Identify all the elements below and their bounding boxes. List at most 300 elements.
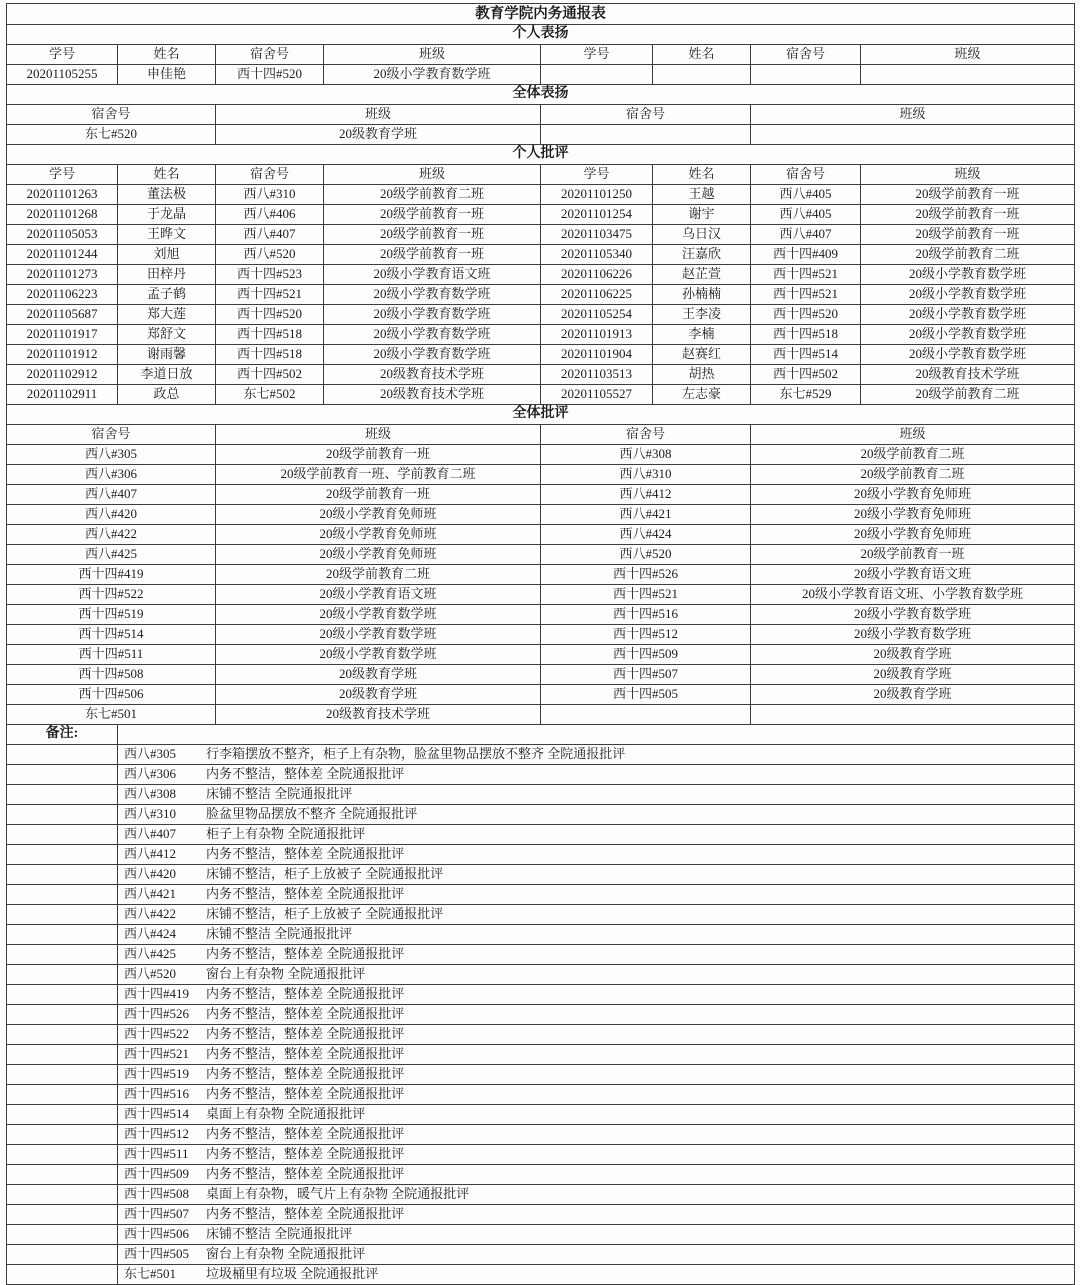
remark-row-spacer xyxy=(7,985,118,1005)
student-id-cell: 20201101254 xyxy=(541,205,653,225)
class-cell: 20级学前教育二班 xyxy=(861,385,1075,405)
table-row xyxy=(7,885,1075,905)
remark-dorm: 东七#501 xyxy=(124,1266,177,1282)
dorm-cell: 西八#520 xyxy=(216,245,324,265)
remark-row-spacer xyxy=(7,965,118,985)
remark-dorm: 西八#412 xyxy=(124,846,177,862)
class-cell: 20级教育学班 xyxy=(216,685,541,705)
remark-dorm: 西八#421 xyxy=(124,886,177,902)
remark-row-spacer xyxy=(7,905,118,925)
student-id-cell: 20201101917 xyxy=(7,325,118,345)
table-row xyxy=(7,165,1075,185)
table-row xyxy=(7,465,1075,485)
remark-content-cell xyxy=(118,765,1075,785)
remark-content-cell xyxy=(118,785,1075,805)
remark-dorm: 西十四#522 xyxy=(124,1026,190,1042)
table-row xyxy=(7,185,1075,205)
dorm-cell: 西十四#518 xyxy=(216,345,324,365)
remark-row-spacer xyxy=(7,925,118,945)
class-cell: 20级小学教育语文班 xyxy=(324,265,541,285)
name-cell: 申佳艳 xyxy=(118,65,216,85)
remarks-label: 备注: xyxy=(7,725,118,745)
class-cell: 20级学前教育一班 xyxy=(861,185,1075,205)
remark-row-spacer xyxy=(7,825,118,845)
dorm-cell: 西八#405 xyxy=(751,205,861,225)
table-row xyxy=(7,1085,1075,1105)
remark-note: 床铺不整洁，柜子上放被子 全院通报批评 xyxy=(206,866,444,882)
table-row xyxy=(7,425,1075,445)
table-row xyxy=(7,325,1075,345)
dorm-cell: 西十四#521 xyxy=(751,285,861,305)
dorm-cell: 西十四#409 xyxy=(751,245,861,265)
table-row xyxy=(7,545,1075,565)
column-header: 宿舍号 xyxy=(216,45,324,65)
class-cell: 20级小学教育数学班 xyxy=(324,285,541,305)
remark-dorm: 西八#520 xyxy=(124,966,177,982)
class-cell: 20级小学教育数学班 xyxy=(216,645,541,665)
remark-content-cell xyxy=(118,845,1075,865)
table-row xyxy=(7,345,1075,365)
dorm-cell: 西十四#508 xyxy=(7,665,216,685)
section-heading-group-criticism: 全体批评 xyxy=(7,405,1075,425)
table-row xyxy=(7,945,1075,965)
table-row xyxy=(7,625,1075,645)
table-row xyxy=(7,985,1075,1005)
dorm-cell: 西八#310 xyxy=(216,185,324,205)
remark-row-spacer xyxy=(7,885,118,905)
remark-note: 床铺不整洁 全院通报批评 xyxy=(206,1226,353,1242)
column-header: 班级 xyxy=(861,165,1075,185)
dorm-cell: 西十四#505 xyxy=(541,685,751,705)
remark-row-spacer xyxy=(7,765,118,785)
name-cell: 王晔文 xyxy=(118,225,216,245)
class-cell: 20级教育学班 xyxy=(216,125,541,145)
remark-row-spacer xyxy=(7,1145,118,1165)
remark-note: 桌面上有杂物 全院通报批评 xyxy=(206,1106,366,1122)
remark-note: 内务不整洁，整体差 全院通报批评 xyxy=(206,1006,405,1022)
remark-dorm: 西十四#512 xyxy=(124,1126,190,1142)
dorm-cell xyxy=(751,65,861,85)
dorm-cell: 西十四#512 xyxy=(541,625,751,645)
student-id-cell: 20201105255 xyxy=(7,65,118,85)
remark-dorm: 西八#425 xyxy=(124,946,177,962)
remark-row-spacer xyxy=(7,1265,118,1285)
dorm-cell xyxy=(541,705,751,725)
dorm-cell: 西八#420 xyxy=(7,505,216,525)
student-id-cell: 20201105687 xyxy=(7,305,118,325)
column-header: 宿舍号 xyxy=(541,425,751,445)
dorm-cell: 西十四#518 xyxy=(216,325,324,345)
class-cell: 20级小学教育语文班 xyxy=(216,585,541,605)
name-cell: 赵赛红 xyxy=(653,345,751,365)
remark-dorm: 西八#407 xyxy=(124,826,177,842)
table-row xyxy=(7,965,1075,985)
remark-note: 窗台上有杂物 全院通报批评 xyxy=(206,1246,366,1262)
student-id-cell: 20201101250 xyxy=(541,185,653,205)
name-cell: 胡热 xyxy=(653,365,751,385)
student-id-cell: 20201106226 xyxy=(541,265,653,285)
dorm-cell: 西八#424 xyxy=(541,525,751,545)
table-row xyxy=(7,725,1075,745)
remark-row-spacer xyxy=(7,1085,118,1105)
name-cell: 田梓丹 xyxy=(118,265,216,285)
class-cell xyxy=(861,65,1075,85)
table-row xyxy=(7,685,1075,705)
table-row xyxy=(7,385,1075,405)
class-cell: 20级学前教育二班 xyxy=(216,565,541,585)
name-cell: 孙楠楠 xyxy=(653,285,751,305)
remark-content-cell xyxy=(118,1165,1075,1185)
column-header: 班级 xyxy=(324,45,541,65)
remark-row-spacer xyxy=(7,785,118,805)
dorm-cell: 西十四#502 xyxy=(216,365,324,385)
remark-note: 内务不整洁，整体差 全院通报批评 xyxy=(206,1126,405,1142)
column-header: 班级 xyxy=(216,425,541,445)
class-cell: 20级小学教育免师班 xyxy=(751,525,1075,545)
dorm-cell: 西八#406 xyxy=(216,205,324,225)
remark-dorm: 西八#306 xyxy=(124,766,177,782)
report-sheet xyxy=(6,3,1074,1285)
dorm-cell: 西八#425 xyxy=(7,545,216,565)
remark-note: 行李箱摆放不整齐，柜子上有杂物，脸盆里物品摆放不整齐 全院通报批评 xyxy=(206,746,626,762)
remark-note: 床铺不整洁 全院通报批评 xyxy=(206,786,353,802)
dorm-cell: 西十四#523 xyxy=(216,265,324,285)
table-row xyxy=(7,1245,1075,1265)
remark-dorm: 西八#308 xyxy=(124,786,177,802)
remark-note: 内务不整洁，整体差 全院通报批评 xyxy=(206,1206,405,1222)
table-row xyxy=(7,365,1075,385)
dorm-cell: 西十四#520 xyxy=(216,65,324,85)
table-row xyxy=(7,1005,1075,1025)
column-header: 宿舍号 xyxy=(216,165,324,185)
class-cell: 20级教育学班 xyxy=(751,665,1075,685)
name-cell: 汪嘉欣 xyxy=(653,245,751,265)
remark-dorm: 西十四#526 xyxy=(124,1006,190,1022)
table-row xyxy=(7,1265,1075,1285)
remark-dorm: 西八#305 xyxy=(124,746,177,762)
table-row xyxy=(7,1185,1075,1205)
student-id-cell: 20201103513 xyxy=(541,365,653,385)
class-cell: 20级小学教育数学班 xyxy=(861,265,1075,285)
dorm-cell: 西十四#520 xyxy=(751,305,861,325)
class-cell: 20级小学教育数学班 xyxy=(324,305,541,325)
dorm-cell: 西十四#519 xyxy=(7,605,216,625)
remark-dorm: 西十四#511 xyxy=(124,1146,189,1162)
remark-dorm: 西八#424 xyxy=(124,926,177,942)
table-row xyxy=(7,565,1075,585)
class-cell: 20级学前教育二班 xyxy=(861,245,1075,265)
remark-note: 内务不整洁，整体差 全院通报批评 xyxy=(206,1146,405,1162)
remark-content-cell xyxy=(118,1245,1075,1265)
student-id-cell: 20201105254 xyxy=(541,305,653,325)
dorm-cell: 西八#412 xyxy=(541,485,751,505)
column-header: 宿舍号 xyxy=(7,105,216,125)
student-id-cell: 20201105340 xyxy=(541,245,653,265)
student-id-cell: 20201101904 xyxy=(541,345,653,365)
remark-note: 内务不整洁，整体差 全院通报批评 xyxy=(206,846,405,862)
name-cell: 李楠 xyxy=(653,325,751,345)
remark-content-cell xyxy=(118,1105,1075,1125)
class-cell: 20级教育学班 xyxy=(751,645,1075,665)
remark-row-spacer xyxy=(7,1045,118,1065)
name-cell: 谢宇 xyxy=(653,205,751,225)
column-header: 班级 xyxy=(751,425,1075,445)
column-header: 宿舍号 xyxy=(751,165,861,185)
dorm-cell: 西十四#511 xyxy=(7,645,216,665)
dorm-cell: 西八#422 xyxy=(7,525,216,545)
table-row xyxy=(7,65,1075,85)
remark-note: 内务不整洁，整体差 全院通报批评 xyxy=(206,1046,405,1062)
class-cell: 20级小学教育数学班 xyxy=(751,625,1075,645)
dorm-cell: 西八#405 xyxy=(751,185,861,205)
table-row xyxy=(7,105,1075,125)
dorm-cell: 西十四#526 xyxy=(541,565,751,585)
remark-dorm: 西八#310 xyxy=(124,806,177,822)
table-row xyxy=(7,1025,1075,1045)
remark-content-cell xyxy=(118,865,1075,885)
dorm-cell: 西八#421 xyxy=(541,505,751,525)
remark-content-cell xyxy=(118,805,1075,825)
column-header: 宿舍号 xyxy=(541,105,751,125)
remark-note: 内务不整洁，整体差 全院通报批评 xyxy=(206,946,405,962)
table-row xyxy=(7,1045,1075,1065)
name-cell: 政总 xyxy=(118,385,216,405)
remark-dorm: 西十四#508 xyxy=(124,1186,190,1202)
student-id-cell: 20201102912 xyxy=(7,365,118,385)
column-header: 学号 xyxy=(7,165,118,185)
remark-content-cell xyxy=(118,885,1075,905)
student-id-cell: 20201105527 xyxy=(541,385,653,405)
class-cell: 20级小学教育数学班 xyxy=(216,625,541,645)
remark-content-cell xyxy=(118,825,1075,845)
student-id-cell: 20201102911 xyxy=(7,385,118,405)
remark-content-cell xyxy=(118,905,1075,925)
remark-dorm: 西十四#419 xyxy=(124,986,190,1002)
dorm-cell: 东七#529 xyxy=(751,385,861,405)
column-header: 宿舍号 xyxy=(7,425,216,445)
remark-row-spacer xyxy=(7,1125,118,1145)
remark-content-cell xyxy=(118,1145,1075,1165)
remark-dorm: 西十四#506 xyxy=(124,1226,190,1242)
student-id-cell: 20201101263 xyxy=(7,185,118,205)
section-heading-personal-criticism: 个人批评 xyxy=(7,145,1075,165)
dorm-cell: 西十四#522 xyxy=(7,585,216,605)
table-row xyxy=(7,1145,1075,1165)
table-row xyxy=(7,445,1075,465)
remark-row-spacer xyxy=(7,1105,118,1125)
remark-note: 床铺不整洁，柜子上放被子 全院通报批评 xyxy=(206,906,444,922)
table-row xyxy=(7,865,1075,885)
student-id-cell: 20201101912 xyxy=(7,345,118,365)
class-cell: 20级教育技术学班 xyxy=(216,705,541,725)
table-row xyxy=(7,285,1075,305)
class-cell: 20级小学教育数学班 xyxy=(861,305,1075,325)
remark-note: 窗台上有杂物 全院通报批评 xyxy=(206,966,366,982)
class-cell: 20级学前教育一班 xyxy=(861,205,1075,225)
table-row xyxy=(7,85,1075,105)
class-cell: 20级小学教育数学班 xyxy=(324,345,541,365)
remark-row-spacer xyxy=(7,1225,118,1245)
dorm-cell: 西十四#502 xyxy=(751,365,861,385)
dorm-cell: 西十四#507 xyxy=(541,665,751,685)
remark-row-spacer xyxy=(7,805,118,825)
remark-note: 内务不整洁，整体差 全院通报批评 xyxy=(206,1086,405,1102)
column-header: 学号 xyxy=(541,45,653,65)
class-cell: 20级小学教育免师班 xyxy=(216,545,541,565)
name-cell: 乌日汉 xyxy=(653,225,751,245)
student-id-cell: 20201105053 xyxy=(7,225,118,245)
dorm-cell: 西十四#521 xyxy=(751,265,861,285)
column-header: 学号 xyxy=(7,45,118,65)
remark-dorm: 西十四#505 xyxy=(124,1246,190,1262)
table-row xyxy=(7,845,1075,865)
remark-note: 脸盆里物品摆放不整齐 全院通报批评 xyxy=(206,806,418,822)
remarks-head-spacer xyxy=(118,725,1075,745)
remark-note: 内务不整洁，整体差 全院通报批评 xyxy=(206,766,405,782)
dorm-cell: 西八#308 xyxy=(541,445,751,465)
name-cell: 董法极 xyxy=(118,185,216,205)
dorm-cell: 西十四#506 xyxy=(7,685,216,705)
class-cell: 20级教育技术学班 xyxy=(324,365,541,385)
column-header: 班级 xyxy=(324,165,541,185)
remark-content-cell xyxy=(118,1125,1075,1145)
remark-content-cell xyxy=(118,985,1075,1005)
table-row xyxy=(7,1125,1075,1145)
table-row xyxy=(7,645,1075,665)
dorm-cell xyxy=(541,125,751,145)
remark-content-cell xyxy=(118,1065,1075,1085)
name-cell: 刘旭 xyxy=(118,245,216,265)
remark-row-spacer xyxy=(7,845,118,865)
class-cell: 20级学前教育一班 xyxy=(751,545,1075,565)
dorm-cell: 西八#305 xyxy=(7,445,216,465)
table-row xyxy=(7,605,1075,625)
table-row xyxy=(7,1225,1075,1245)
table-row xyxy=(7,145,1075,165)
column-header: 班级 xyxy=(216,105,541,125)
remark-dorm: 西十四#509 xyxy=(124,1166,190,1182)
remark-row-spacer xyxy=(7,1185,118,1205)
remark-note: 内务不整洁，整体差 全院通报批评 xyxy=(206,986,405,1002)
remark-dorm: 西十四#519 xyxy=(124,1066,190,1082)
remark-content-cell xyxy=(118,1185,1075,1205)
table-title: 教育学院内务通报表 xyxy=(7,4,1075,25)
remark-row-spacer xyxy=(7,1025,118,1045)
dorm-cell: 西十四#419 xyxy=(7,565,216,585)
remark-note: 内务不整洁，整体差 全院通报批评 xyxy=(206,886,405,902)
table-body xyxy=(7,4,1075,1285)
student-id-cell: 20201106225 xyxy=(541,285,653,305)
name-cell: 郑大莲 xyxy=(118,305,216,325)
column-header: 姓名 xyxy=(653,165,751,185)
remark-row-spacer xyxy=(7,1245,118,1265)
dorm-cell: 东七#520 xyxy=(7,125,216,145)
table-row xyxy=(7,25,1075,45)
table-row xyxy=(7,665,1075,685)
name-cell: 孟子鹤 xyxy=(118,285,216,305)
class-cell: 20级学前教育一班 xyxy=(216,445,541,465)
remark-row-spacer xyxy=(7,865,118,885)
remark-content-cell xyxy=(118,1025,1075,1045)
student-id-cell: 20201101913 xyxy=(541,325,653,345)
name-cell: 谢雨馨 xyxy=(118,345,216,365)
column-header: 班级 xyxy=(751,105,1075,125)
dorm-cell: 西八#306 xyxy=(7,465,216,485)
dorm-cell: 西八#520 xyxy=(541,545,751,565)
class-cell: 20级小学教育免师班 xyxy=(216,525,541,545)
class-cell xyxy=(751,705,1075,725)
name-cell: 郑舒文 xyxy=(118,325,216,345)
class-cell: 20级小学教育数学班 xyxy=(751,605,1075,625)
class-cell: 20级学前教育一班 xyxy=(861,225,1075,245)
class-cell: 20级学前教育二班 xyxy=(751,465,1075,485)
remark-content-cell xyxy=(118,1265,1075,1285)
remark-content-cell xyxy=(118,1085,1075,1105)
name-cell: 王李凌 xyxy=(653,305,751,325)
class-cell: 20级学前教育一班 xyxy=(216,485,541,505)
remark-note: 内务不整洁，整体差 全院通报批评 xyxy=(206,1026,405,1042)
dorm-cell: 西十四#509 xyxy=(541,645,751,665)
dorm-cell: 西十四#521 xyxy=(216,285,324,305)
class-cell: 20级小学教育免师班 xyxy=(216,505,541,525)
remark-dorm: 西十四#516 xyxy=(124,1086,190,1102)
class-cell: 20级学前教育一班 xyxy=(324,205,541,225)
remark-content-cell xyxy=(118,925,1075,945)
dorm-cell: 西十四#516 xyxy=(541,605,751,625)
class-cell: 20级学前教育二班 xyxy=(751,445,1075,465)
dorm-cell: 东七#502 xyxy=(216,385,324,405)
class-cell: 20级教育技术学班 xyxy=(861,365,1075,385)
column-header: 宿舍号 xyxy=(751,45,861,65)
table-row xyxy=(7,585,1075,605)
table-row xyxy=(7,505,1075,525)
class-cell: 20级学前教育一班 xyxy=(324,225,541,245)
class-cell: 20级小学教育免师班 xyxy=(751,505,1075,525)
table-row xyxy=(7,485,1075,505)
dorm-cell: 西八#407 xyxy=(751,225,861,245)
table-row xyxy=(7,1105,1075,1125)
table-row xyxy=(7,905,1075,925)
table-row xyxy=(7,125,1075,145)
dorm-cell: 东七#501 xyxy=(7,705,216,725)
class-cell: 20级小学教育数学班 xyxy=(216,605,541,625)
table-row xyxy=(7,45,1075,65)
name-cell: 左志豪 xyxy=(653,385,751,405)
remark-row-spacer xyxy=(7,1005,118,1025)
remark-content-cell xyxy=(118,1225,1075,1245)
student-id-cell: 20201106223 xyxy=(7,285,118,305)
remark-note: 垃圾桶里有垃圾 全院通报批评 xyxy=(206,1266,379,1282)
dorm-cell: 西十四#521 xyxy=(541,585,751,605)
student-id-cell xyxy=(541,65,653,85)
name-cell: 于龙晶 xyxy=(118,205,216,225)
student-id-cell: 20201101273 xyxy=(7,265,118,285)
class-cell: 20级小学教育数学班 xyxy=(861,345,1075,365)
table-row xyxy=(7,265,1075,285)
class-cell: 20级小学教育数学班 xyxy=(324,65,541,85)
remark-row-spacer xyxy=(7,945,118,965)
remark-dorm: 西八#420 xyxy=(124,866,177,882)
student-id-cell: 20201103475 xyxy=(541,225,653,245)
table-row xyxy=(7,705,1075,725)
name-cell xyxy=(653,65,751,85)
remark-note: 内务不整洁，整体差 全院通报批评 xyxy=(206,1066,405,1082)
name-cell: 李道日放 xyxy=(118,365,216,385)
dorm-cell: 西十四#514 xyxy=(7,625,216,645)
table-row xyxy=(7,805,1075,825)
column-header: 班级 xyxy=(861,45,1075,65)
table-row xyxy=(7,405,1075,425)
